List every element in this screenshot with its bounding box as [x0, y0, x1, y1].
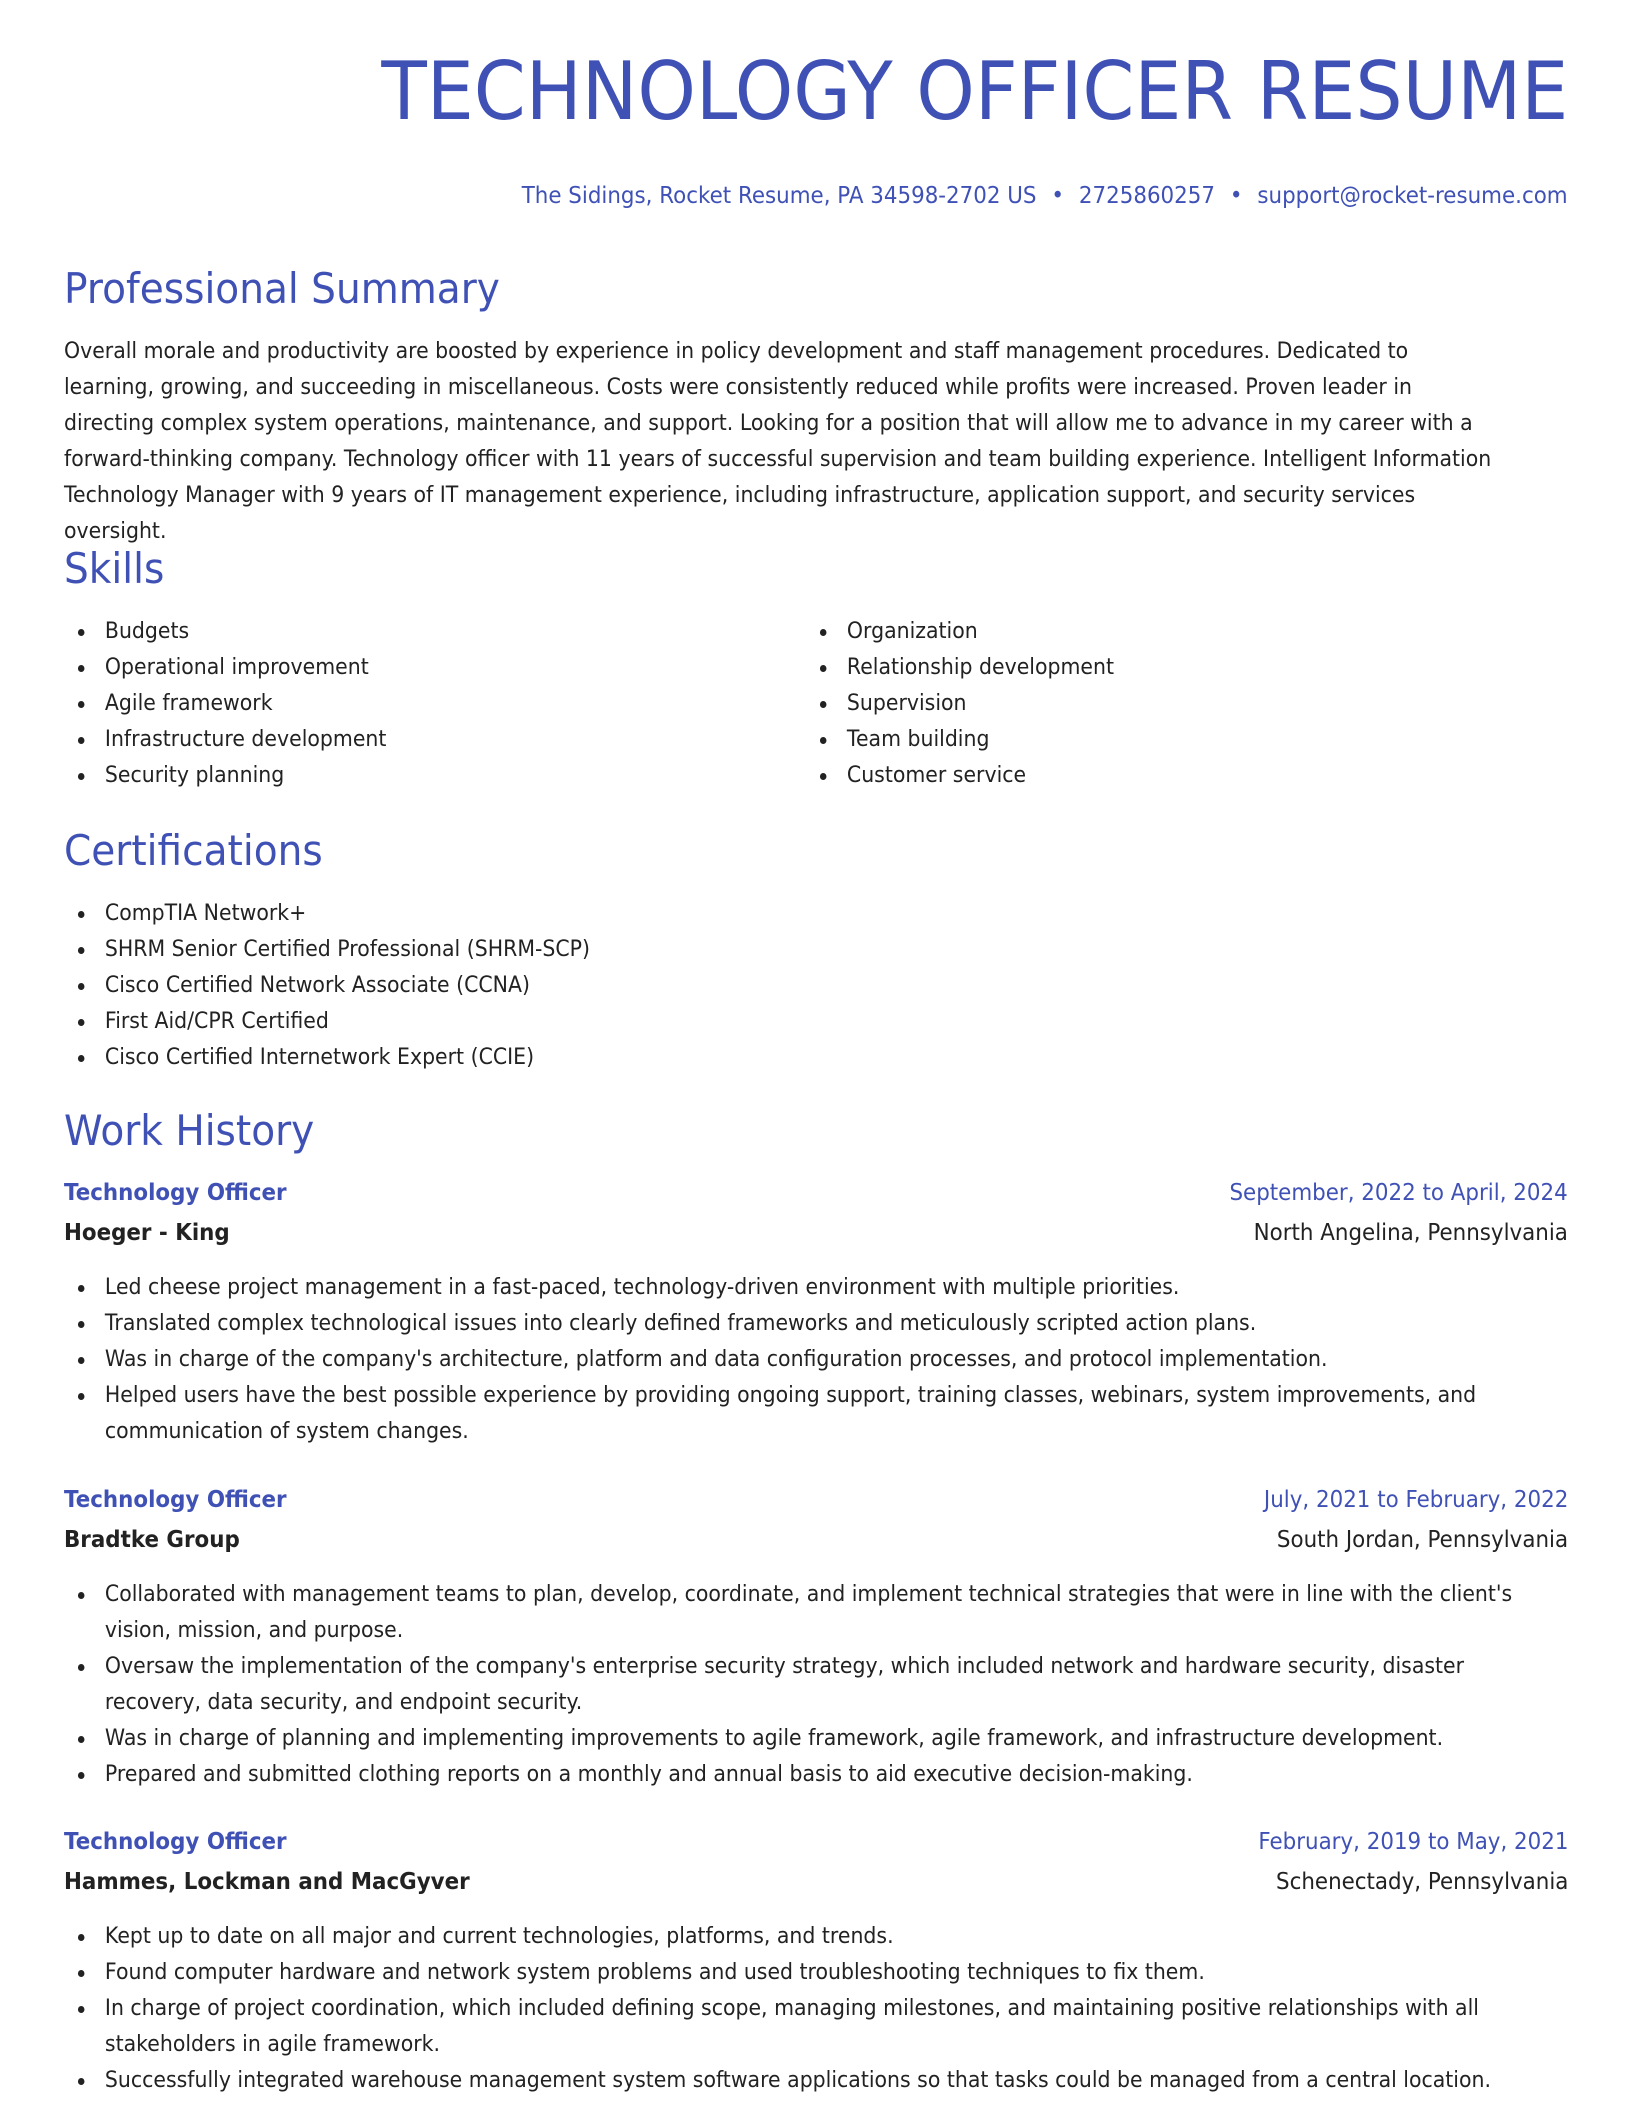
skill-item: Infrastructure development — [64, 722, 386, 758]
certification-item: First Aid/CPR Certified — [64, 1004, 590, 1040]
job-bullets — [64, 1270, 1632, 1450]
skill-item: Agile framework — [64, 686, 386, 722]
job-bullet: Was in charge of the company's architecture, platform and data configuration processes, and protocol implementation. — [64, 1342, 1556, 1378]
contact-line — [522, 183, 1568, 209]
job-location: South Jordan, Pennsylvania — [1276, 1527, 1568, 1553]
skill-item: Organization — [806, 614, 1114, 650]
job-bullets — [64, 1577, 1632, 1793]
job-bullet: Prepared and submitted clothing reports on a monthly and annual basis to aid executive decision-making. — [64, 1757, 1556, 1793]
job-company: Hammes, Lockman and MacGyver — [64, 1869, 470, 1895]
certification-item: CompTIA Network+ — [64, 896, 590, 932]
certifications-heading: Certifications — [64, 826, 323, 875]
job-bullet: Found computer hardware and network system problems and used troubleshooting techniques to fix them. — [64, 1955, 1556, 1991]
contact-email[interactable]: support@rocket-resume.com — [1257, 183, 1568, 209]
job-bullet: Kept up to date on all major and current technologies, platforms, and trends. — [64, 1919, 1556, 1955]
job-bullet: Translated complex technological issues into clearly defined frameworks and meticulously scripted action plans. — [64, 1306, 1556, 1342]
skills-list-left — [64, 614, 411, 794]
certification-item: SHRM Senior Certified Professional (SHRM-SCP) — [64, 932, 590, 968]
skills-list-right — [806, 614, 1137, 794]
skill-item: Budgets — [64, 614, 386, 650]
work-history-heading: Work History — [64, 1106, 315, 1155]
job-title: Technology Officer — [64, 1829, 287, 1855]
job-bullet: Oversaw the implementation of the company's enterprise security strategy, which included network and hardware security, disaster recovery, data security, and endpoint security. — [64, 1649, 1556, 1721]
job-bullet: Was in charge of planning and implementing improvements to agile framework, agile framework, and infrastructure development. — [64, 1721, 1556, 1757]
contact-separator: • — [1051, 183, 1065, 209]
skill-item: Team building — [806, 722, 1114, 758]
job-bullet: In charge of project coordination, which included defining scope, managing milestones, and maintaining positive relationships with all stakeholders in agile framework. — [64, 1991, 1556, 2063]
skill-item: Relationship development — [806, 650, 1114, 686]
certification-item: Cisco Certified Internetwork Expert (CCIE) — [64, 1040, 590, 1076]
skill-item: Operational improvement — [64, 650, 386, 686]
job-title: Technology Officer — [64, 1487, 287, 1513]
job-dates: September, 2022 to April, 2024 — [1229, 1180, 1568, 1206]
job-bullet: Successfully integrated warehouse management system software applications so that tasks could be managed from a central location. — [64, 2063, 1556, 2099]
job-dates: July, 2021 to February, 2022 — [1263, 1487, 1568, 1513]
job-location: North Angelina, Pennsylvania — [1253, 1220, 1568, 1246]
job-dates: February, 2019 to May, 2021 — [1257, 1829, 1568, 1855]
job-title: Technology Officer — [64, 1180, 287, 1206]
certification-item: Cisco Certified Network Associate (CCNA) — [64, 968, 590, 1004]
job-bullets — [64, 1919, 1632, 2099]
contact-separator: • — [1230, 183, 1243, 209]
resume-title: TECHNOLOGY OFFICER RESUME — [381, 45, 1568, 138]
skills-heading: Skills — [64, 544, 165, 593]
summary-heading: Professional Summary — [64, 264, 500, 313]
skill-item: Customer service — [806, 758, 1114, 794]
summary-text: Overall morale and productivity are boosted by experience in policy development and staff management procedures. Dedicated to learning, growing, and succeeding in miscellaneous. Costs were consistently reduced while profits were increased. Proven leader in directing complex system operations, maintenance, and support. Looking for a position that will allow me to advance in my career with a forward-thinking company. Technology officer with 11 years of successful supervision and team building experience. Intelligent Information Technology Manager with 9 years of IT management experience, including infrastructure, application support, and security services oversight. — [64, 339, 1492, 544]
contact-address: The Sidings, Rocket Resume, PA 34598-2702 US — [522, 183, 1037, 209]
job-company: Hoeger - King — [64, 1220, 230, 1246]
contact-phone: 2725860257 — [1079, 183, 1216, 209]
job-bullet: Helped users have the best possible experience by providing ongoing support, training classes, webinars, system improvements, and communication of system changes. — [64, 1378, 1556, 1450]
job-bullet: Led cheese project management in a fast-paced, technology-driven environment with multiple priorities. — [64, 1270, 1556, 1306]
job-bullet: Collaborated with management teams to plan, develop, coordinate, and implement technical strategies that were in line with the client's vision, mission, and purpose. — [64, 1577, 1556, 1649]
skill-item: Security planning — [64, 758, 386, 794]
job-company: Bradtke Group — [64, 1527, 240, 1553]
certifications-list — [64, 896, 630, 1076]
job-location: Schenectady, Pennsylvania — [1275, 1869, 1568, 1895]
skill-item: Supervision — [806, 686, 1114, 722]
